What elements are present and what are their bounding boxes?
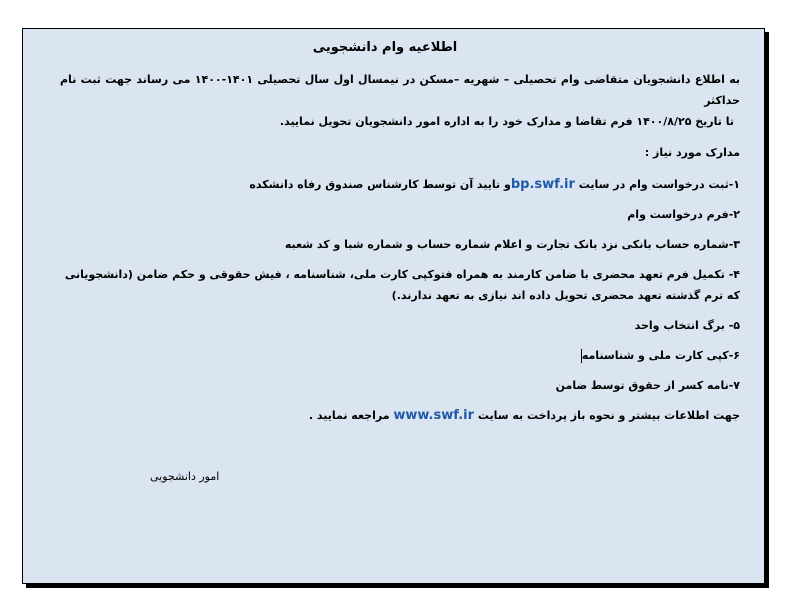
bp-swf-link[interactable]: bp.swf.ir (510, 177, 575, 192)
www-swf-link[interactable]: www.swf.ir (393, 408, 474, 423)
intro-line-1: به اطلاع دانشجویان متقاضی وام تحصیلی – شهریه –مسکن در نیمسال اول سال تحصیلی ۱۴۰۱-۱۴۰۰ می رساند جهت ثبت نام حداکثر (60, 73, 740, 107)
list-item-4: ۴- تکمیل فرم تعهد محضری با ضامن کارمند به همراه فتوکپی کارت ملی، شناسنامه ، فیش حقوقی و حکم ضامن (دانشجویانی که ترم گذشته تعهد محضری تحویل داده اند نیازی به تعهد ندارند.) (64, 268, 740, 302)
closing-line (60, 405, 740, 426)
item-6-text: ۶-کپی کارت ملی و شناسنامه (581, 349, 740, 362)
closing-text-before: جهت اطلاعات بیشتر و نحوه باز پرداخت به سایت (474, 409, 740, 422)
documents-heading: مدارک مورد نیاز : (644, 146, 740, 159)
item-1-text-after: و تایید آن توسط کارشناس صندوق رفاه دانشکده (249, 178, 511, 191)
list-item-6 (60, 345, 740, 366)
intro-paragraph (60, 69, 740, 132)
announcement-content (60, 40, 740, 435)
intro-line-2: تا تاریخ ۱۴۰۰/۸/۲۵ فرم تقاضا و مدارک خود را به اداره امور دانشجویان تحویل نمایید. (279, 115, 734, 128)
closing-text-after: مراجعه نمایید . (308, 409, 394, 422)
list-item-2: ۲-فرم درخواست وام (627, 208, 740, 221)
list-item-5: ۵- برگ انتخاب واحد (634, 319, 740, 332)
list-item-1 (60, 174, 740, 195)
signature: امور دانشجویی (150, 470, 220, 483)
list-item-7: ۷-نامه کسر از حقوق توسط ضامن (555, 379, 740, 392)
announcement-title: اطلاعیه وام دانشجویی (312, 40, 458, 55)
item-1-text-before: ۱-ثبت درخواست وام در سایت (574, 178, 740, 191)
list-item-3: ۳-شماره حساب بانکی نزد بانک تجارت و اعلام شماره حساب و شماره شبا و کد شعبه (284, 238, 740, 251)
